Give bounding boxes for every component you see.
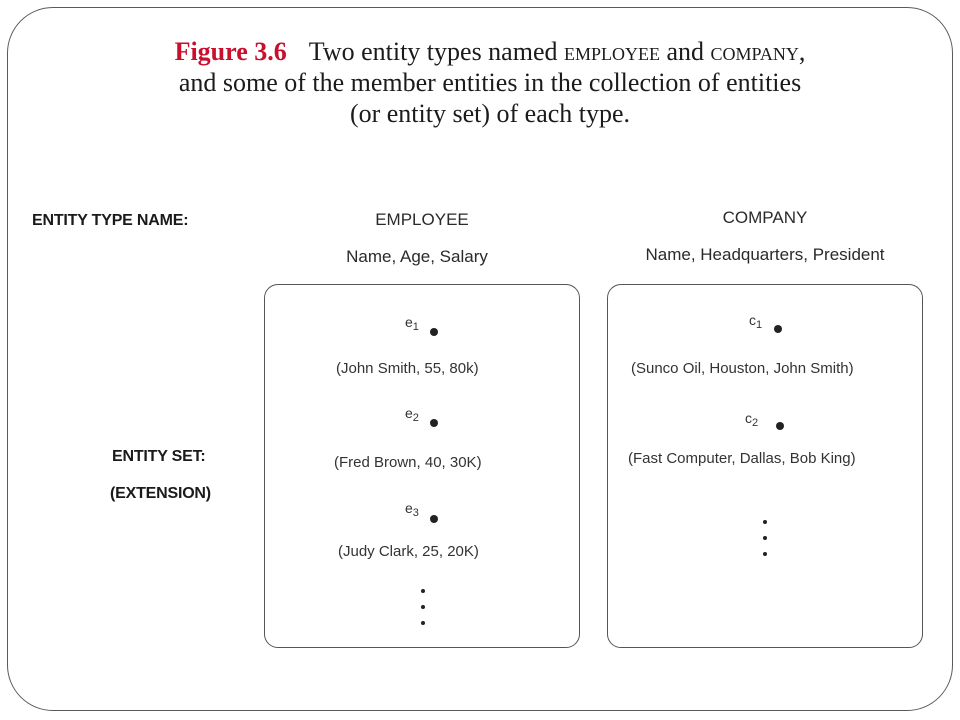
caption-line-2: and some of the member entities in the collection of entities [178, 68, 802, 97]
caption-and: and [666, 37, 705, 66]
employee-entity-set-box [264, 284, 580, 648]
entity-values: (Fred Brown, 40, 30K) [334, 454, 482, 471]
entity-label: $e_3$ [405, 500, 419, 519]
entity-label: $e_2$ [405, 405, 419, 424]
entity-values: (Sunco Oil, Houston, John Smith) [631, 360, 854, 377]
entity-dot [430, 419, 438, 427]
entity-label: $e_1$ [405, 314, 419, 333]
entity-dot [430, 515, 438, 523]
entity-values: (Fast Computer, Dallas, Bob King) [628, 450, 856, 467]
employee-attributes: Name, Age, Salary [346, 247, 488, 266]
entity-dot [776, 422, 784, 430]
caption-type-employee: employee [564, 37, 660, 66]
entity-label: $c_2$ [745, 410, 759, 429]
figure-label: Figure 3.6 [174, 37, 287, 66]
figure-caption [60, 36, 920, 129]
company-type-name: COMPANY [722, 208, 808, 227]
caption-comma: , [798, 37, 806, 66]
entity-values: (Judy Clark, 25, 20K) [338, 543, 479, 560]
company-attributes: Name, Headquarters, President [645, 245, 885, 264]
entity-dot [430, 328, 438, 336]
extension-label: (EXTENSION) [110, 485, 211, 502]
caption-type-company: company [710, 37, 799, 66]
employee-type-name: EMPLOYEE [375, 210, 469, 229]
entity-label: $c_1$ [749, 312, 763, 331]
caption-text-1: Two entity types named [308, 37, 558, 66]
entity-values: (John Smith, 55, 80k) [336, 360, 479, 377]
company-entity-set-box [607, 284, 923, 648]
entity-type-name-label: ENTITY TYPE NAME: [32, 212, 189, 229]
caption-line-3: (or entity set) of each type. [349, 99, 631, 128]
entity-set-label: ENTITY SET: [112, 448, 206, 465]
entity-dot [774, 325, 782, 333]
caption-line-1 [60, 36, 920, 67]
